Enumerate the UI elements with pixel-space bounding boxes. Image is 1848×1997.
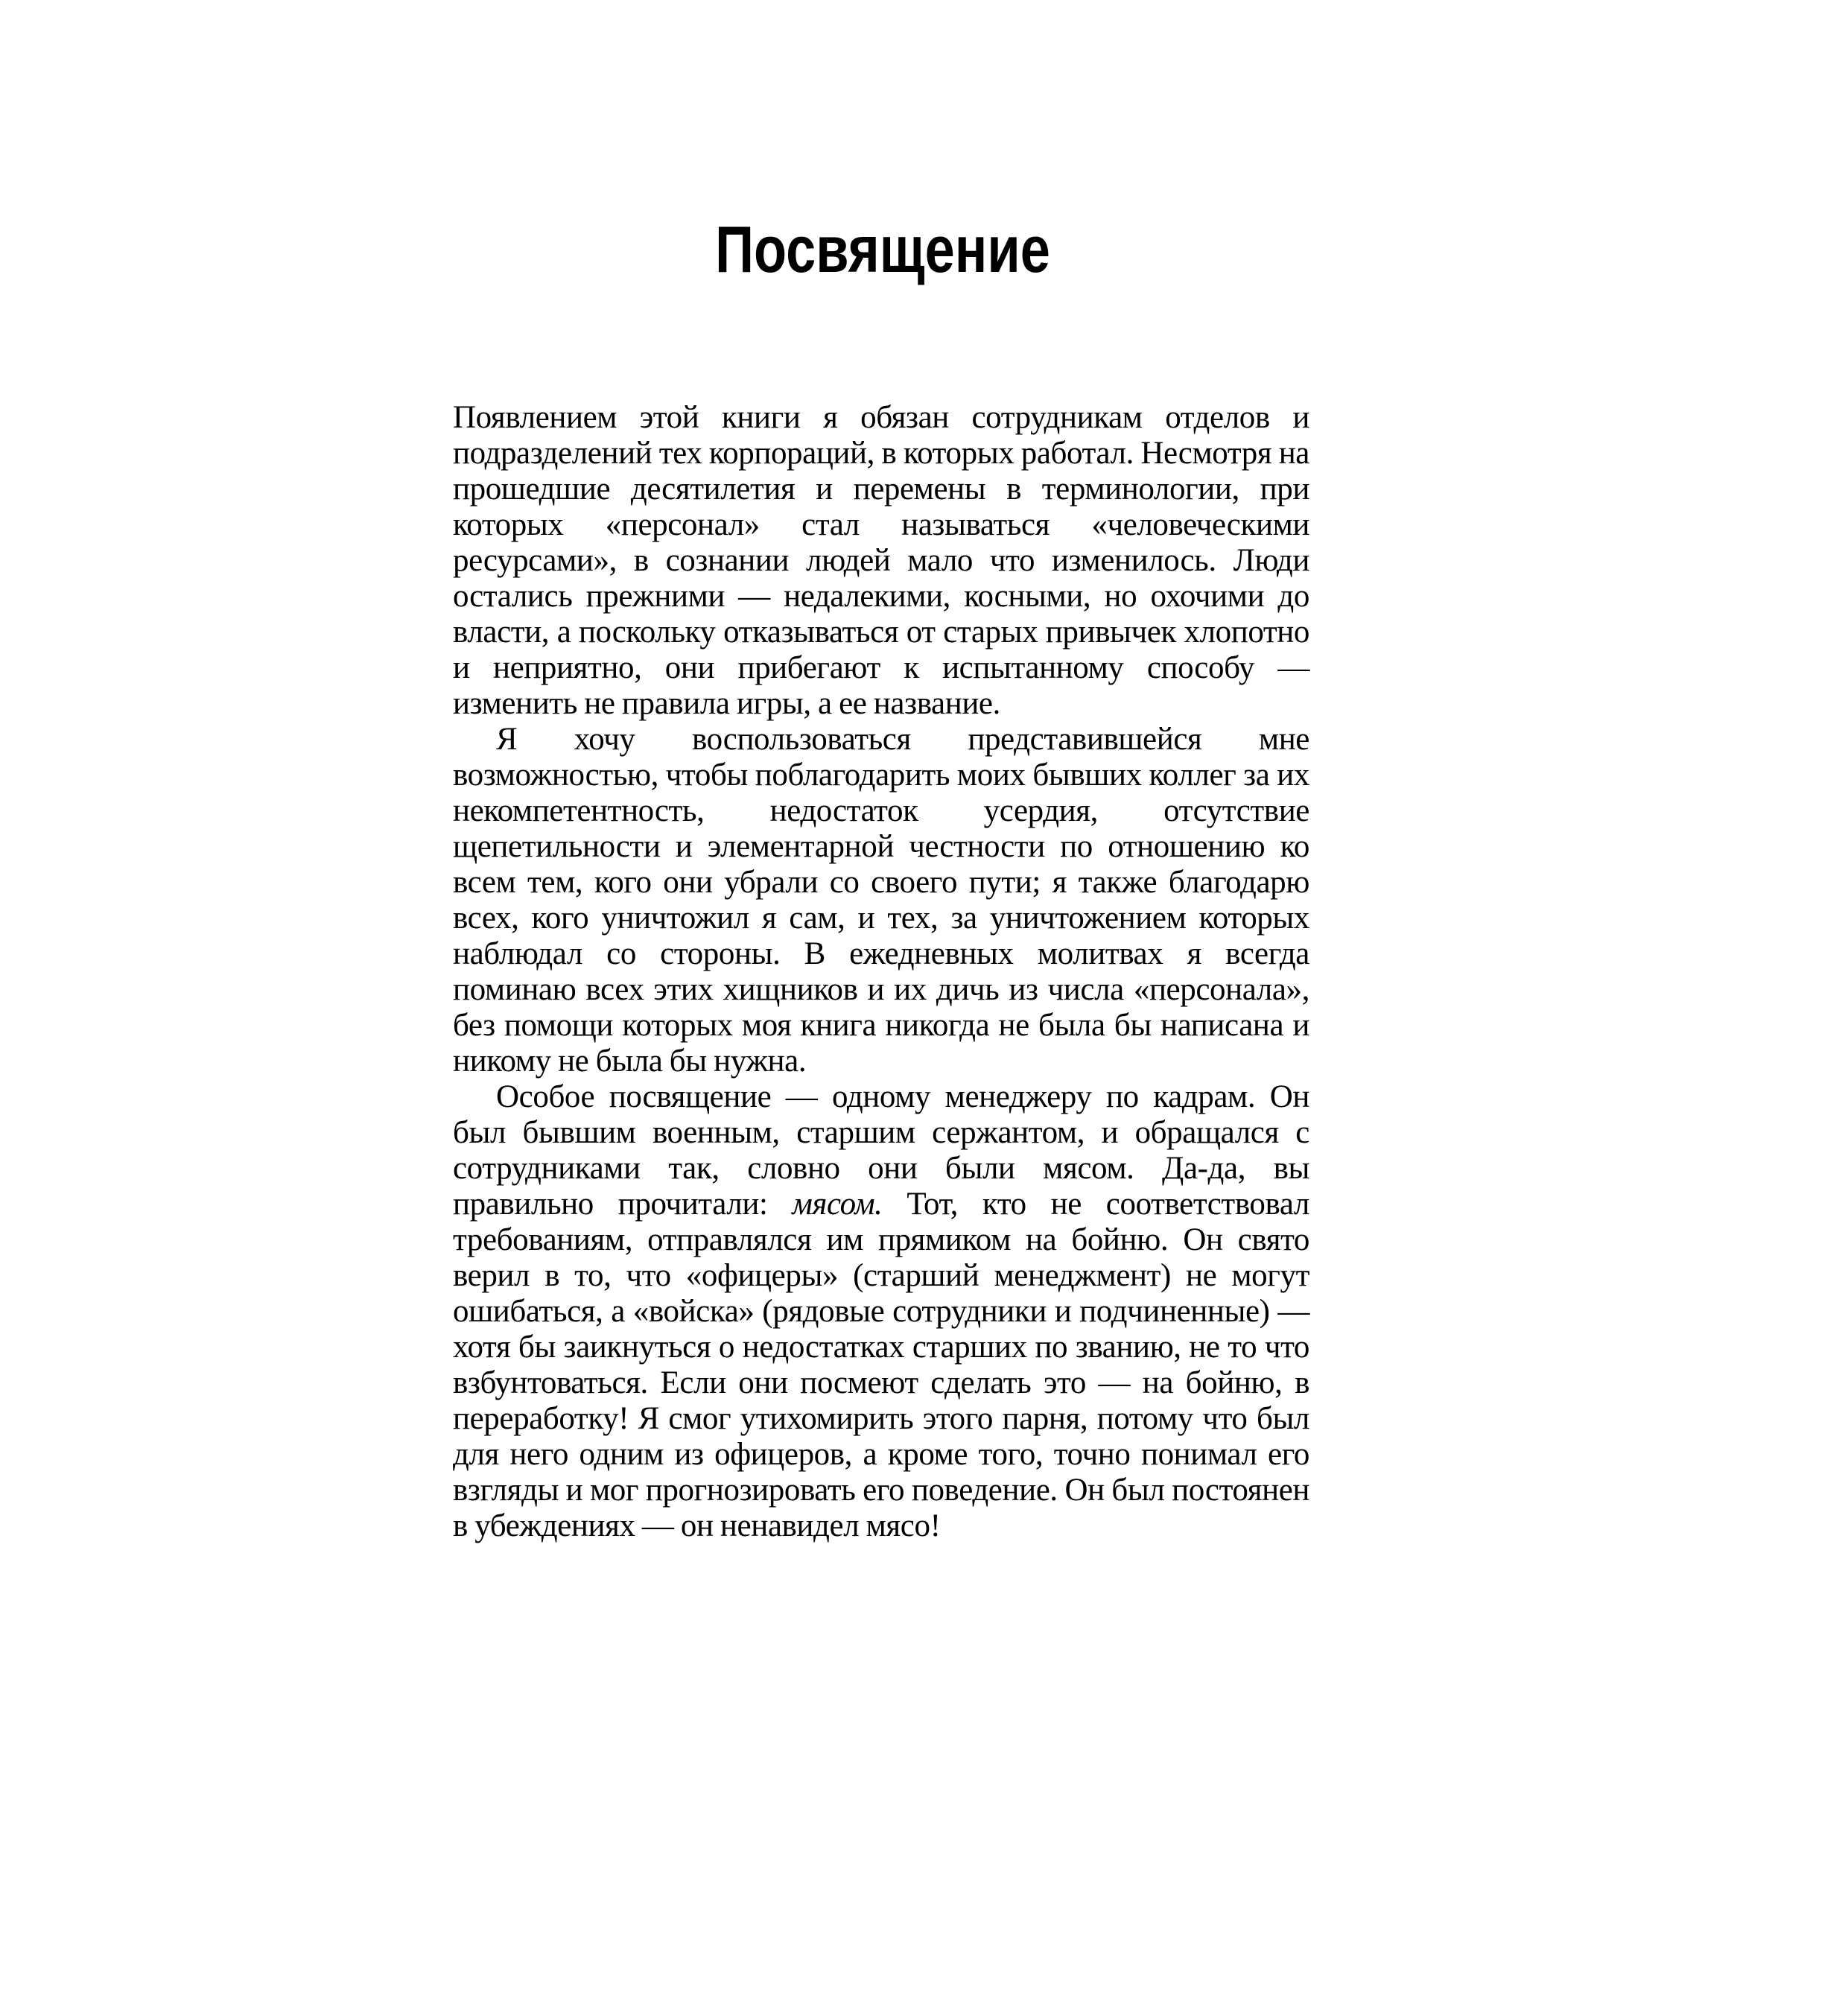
paragraph-3-emphasis: мясом. (792, 1187, 883, 1222)
paragraph-3 (453, 1079, 1309, 1544)
paragraph-2: Я хочу воспользоваться представившейся мне возможностью, чтобы поблагодарить моих бывших коллег за их некомпетентность, недостаток усердия, отсутствие щепетильности и элементарной честности по отношению ко всем тем, кого они убрали со своего пути; я также благодарю всех, кого уничтожил я сам, и тех, за уничтожением которых наблюдал со стороны. В ежедневных молитвах я всегда поминаю всех этих хищников и их дичь из числа «персонала», без помощи которых моя книга никогда не была бы написана и никому не была бы нужна. (453, 722, 1309, 1079)
paragraph-3-text-after: Тот, кто не соответствовал требованиям, отправлялся им прямиком на бойню. Он свято верил в то, что «офицеры» (старший менеджмент) не могут ошибаться, а «войска» (рядовые сотрудники и подчиненные) — хотя бы заикнуться о недостатках старших по званию, не то что взбунтоваться. Если они посмеют сделать это — на бойню, в переработку! Я смог утихомирить этого парня, потому что был для него одним из офицеров, а кроме того, точно понимал его взгляды и мог прогнозировать его поведение. Он был постоянен в убеждениях — он ненавидел мясо! (453, 1187, 1309, 1543)
paragraph-3-text-before: Особое посвящение — одному менеджеру по кадрам. Он был бывшим военным, старшим сержантом, и обращался с сотрудниками так, словно они были мясом. Да-да, вы правильно прочитали: (453, 1079, 1309, 1222)
page-title: Посвящение (715, 212, 1050, 286)
dedication-text (453, 400, 1309, 1544)
paragraph-1: Появлением этой книги я обязан сотрудникам отделов и подразделений тех корпораций, в которых работал. Несмотря на прошедшие десятилетия и перемены в терминологии, при которых «персонал» стал называться «человеческими ресурсами», в сознании людей мало что изменилось. Люди остались прежними — недалекими, косными, но охочими до власти, а поскольку отказываться от старых привычек хлопотно и неприятно, они прибегают к испытанному способу — изменить не правила игры, а ее название. (453, 400, 1309, 721)
